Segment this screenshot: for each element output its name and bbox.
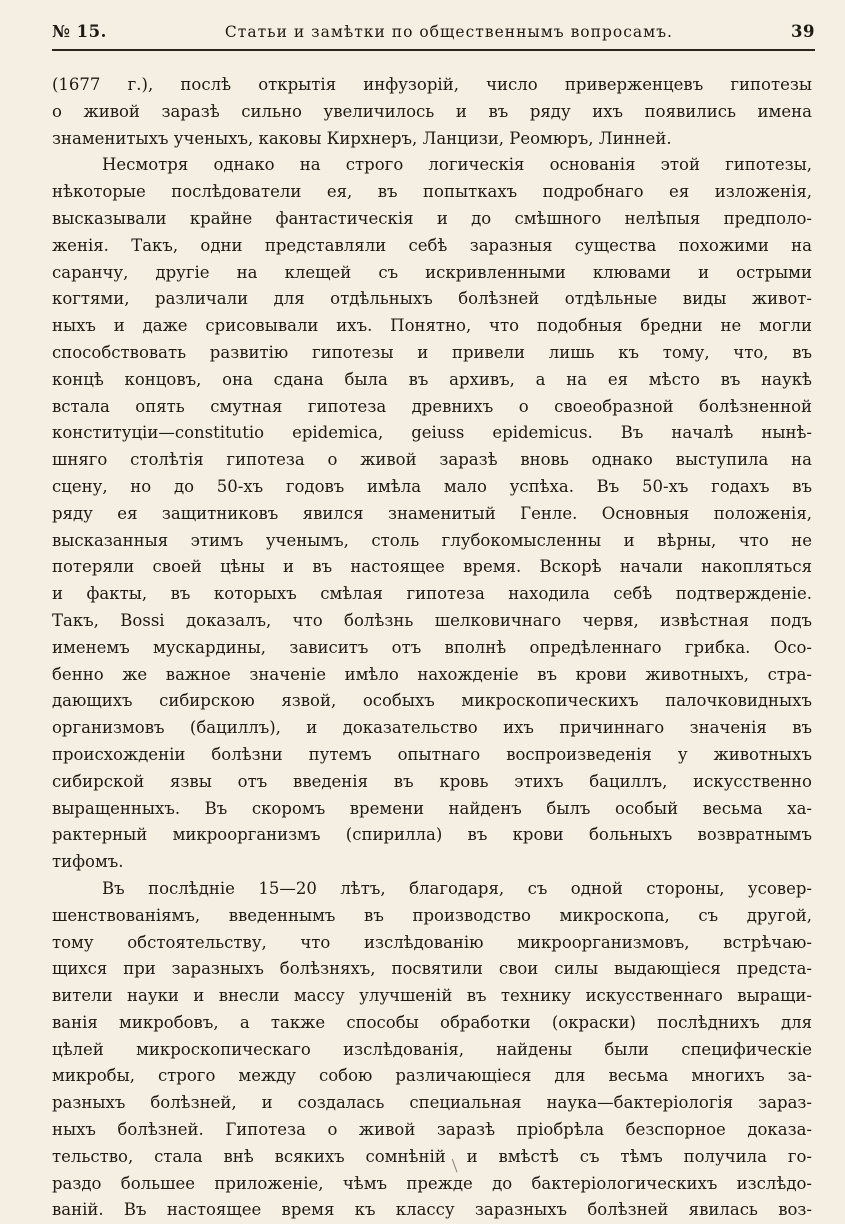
text-line: сцену, но до 50-хъ годовъ имѣла мало успѣха. Въ 50-хъ годахъ въ bbox=[52, 476, 812, 496]
text-line: бенно же важное значеніе имѣло нахожденіе въ крови животныхъ, стра- bbox=[52, 664, 812, 684]
text-line: тифомъ. bbox=[52, 852, 124, 872]
text-line: именемъ мускардины, зависитъ отъ вполнѣ опредѣленнаго грибка. Осо- bbox=[52, 637, 812, 657]
text-line: дающихъ сибирскою язвой, особыхъ микроскопическихъ палочковидныхъ bbox=[52, 691, 812, 711]
text-line: тельство, стала внѣ всякихъ сомнѣній и вмѣстѣ съ тѣмъ получила го- bbox=[52, 1146, 812, 1166]
text-line: щихся при заразныхъ болѣзняхъ, посвятили свои силы выдающіеся предста- bbox=[52, 959, 812, 979]
text-line: вители науки и внесли массу улучшеній въ технику искусственнаго выращи- bbox=[52, 986, 812, 1006]
text-line: женія. Такъ, одни представляли себѣ заразныя существа похожими на bbox=[52, 235, 812, 255]
text-line: шняго столѣтія гипотеза о живой заразѣ вновь однако выступила на bbox=[52, 450, 812, 470]
text-line: саранчу, другіе на клещей съ искривленными клювами и острыми bbox=[52, 262, 812, 282]
text-line: высказывали крайне фантастическія и до смѣшного нелѣпыя предполо- bbox=[52, 208, 812, 228]
text-line: цѣлей микроскопическаго изслѣдованія, найдены были специфическіе bbox=[52, 1039, 812, 1059]
text-body bbox=[52, 72, 812, 1224]
text-line: когтями, различали для отдѣльныхъ болѣзней отдѣльные виды живот- bbox=[52, 289, 812, 309]
text-line: шенствованіямъ, введеннымъ въ производство микроскопа, съ другой, bbox=[52, 905, 812, 925]
text-line: тому обстоятельству, что изслѣдованію микроорганизмовъ, встрѣчаю- bbox=[52, 932, 812, 952]
text-line: ныхъ и даже срисовывали ихъ. Понятно, что подобныя бредни не могли bbox=[52, 316, 812, 336]
text-line: разныхъ болѣзней, и создалась специальная наука—бактеріологія зараз- bbox=[52, 1093, 812, 1113]
text-line: раздо большее приложеніе, чѣмъ прежде до бактеріологическихъ изслѣдо- bbox=[52, 1173, 812, 1193]
page-number: 39 bbox=[791, 22, 815, 41]
text-line: ряду ея защитниковъ явился знаменитый Генле. Основныя положенія, bbox=[52, 503, 812, 523]
text-line: и факты, въ которыхъ смѣлая гипотеза находила себѣ подтвержденіе. bbox=[52, 584, 812, 604]
text-line: Въ послѣдніе 15—20 лѣтъ, благодаря, съ одной стороны, усовер- bbox=[102, 878, 812, 898]
text-line: о живой заразѣ сильно увеличилось и въ ряду ихъ появились имена bbox=[52, 101, 812, 121]
text-line: ванія микробовъ, а также способы обработки (окраски) послѣднихъ для bbox=[52, 1012, 812, 1032]
text-line: происхожденіи болѣзни путемъ опытнаго воспроизведенія у животныхъ bbox=[52, 744, 812, 764]
text-line: потеряли своей цѣны и въ настоящее время. Вскорѣ начали накопляться bbox=[52, 557, 812, 577]
text-line: Несмотря однако на строго логическія основанія этой гипотезы, bbox=[102, 155, 812, 175]
text-line: рактерный микроорганизмъ (спирилла) въ крови больныхъ возвратнымъ bbox=[52, 825, 812, 845]
text-line: нѣкоторые послѣдователи ея, въ попыткахъ подробнаго ея изложенія, bbox=[52, 182, 812, 202]
text-line: организмовъ (бациллъ), и доказательство ихъ причиннаго значенія въ bbox=[52, 718, 812, 738]
text-line: знаменитыхъ ученыхъ, каковы Кирхнеръ, Ланцизи, Реомюръ, Линней. bbox=[52, 128, 672, 148]
text-line: ваній. Въ настоящее время къ классу заразныхъ болѣзней явилась воз- bbox=[52, 1200, 812, 1220]
text-line: концѣ концовъ, она сдана была въ архивъ, а на ея мѣсто въ наукѣ bbox=[52, 369, 812, 389]
text-line: Такъ, Bossi доказалъ, что болѣзнь шелковичнаго червя, извѣстная подъ bbox=[52, 610, 812, 630]
text-line: высказанныя этимъ ученымъ, столь глубокомысленны и вѣрны, что не bbox=[52, 530, 812, 550]
section-title: Статьи и замѣтки по общественнымъ вопросамъ. bbox=[224, 23, 673, 41]
text-line: (1677 г.), послѣ открытія инфузорій, число приверженцевъ гипотезы bbox=[52, 75, 812, 94]
issue-number: № 15. bbox=[52, 22, 107, 41]
text-line: конституціи—constitutio epidemica, geiuss epidemicus. Въ началѣ нынѣ- bbox=[52, 423, 812, 443]
header-rule bbox=[52, 49, 815, 51]
text-line: ныхъ болѣзней. Гипотеза о живой заразѣ пріобрѣла безспорное доказа- bbox=[52, 1120, 812, 1140]
text-line: микробы, строго между собою различающіеся для весьма многихъ за- bbox=[52, 1066, 812, 1086]
text-line: сибирской язвы отъ введенія въ кровь этихъ бациллъ, искусственно bbox=[52, 771, 812, 791]
running-header bbox=[52, 22, 815, 48]
text-line: выращенныхъ. Въ скоромъ времени найденъ былъ особый весьма ха- bbox=[52, 798, 812, 818]
text-line: встала опять смутная гипотеза древнихъ о своеобразной болѣзненной bbox=[52, 396, 812, 416]
text-line: способствовать развитію гипотезы и привели лишь къ тому, что, въ bbox=[52, 342, 812, 362]
